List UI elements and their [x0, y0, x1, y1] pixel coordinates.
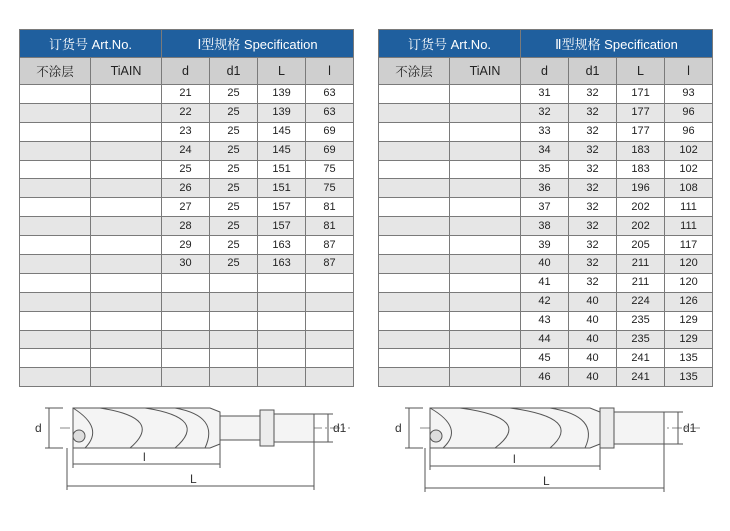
table-row	[379, 85, 713, 104]
dim-label-l: l	[143, 450, 146, 464]
spec-d-cell: 29	[162, 236, 210, 255]
art-no-uncoated-cell	[20, 349, 91, 368]
art-no-tialn-cell	[91, 311, 162, 330]
spec-d-cell: 30	[162, 255, 210, 274]
spec-l-cell: 81	[306, 198, 354, 217]
spec-d1-cell	[210, 311, 258, 330]
table-row	[379, 330, 713, 349]
spec-d1-cell: 32	[569, 179, 617, 198]
art-no-uncoated-cell	[20, 103, 91, 122]
art-no-uncoated-cell	[20, 160, 91, 179]
spec-table-type-2	[378, 29, 713, 387]
spec-l-cell: 81	[306, 217, 354, 236]
spec-l-cell: 117	[665, 236, 713, 255]
spec-L-cell: 202	[617, 217, 665, 236]
column-header-L: L	[258, 58, 306, 85]
art-no-tialn-cell	[91, 255, 162, 274]
spec-d1-cell: 25	[210, 236, 258, 255]
table-row	[379, 198, 713, 217]
art-no-uncoated-cell	[379, 179, 450, 198]
table-row	[379, 160, 713, 179]
art-no-uncoated-cell	[379, 273, 450, 292]
spec-l-cell	[306, 349, 354, 368]
spec-L-cell: 235	[617, 330, 665, 349]
spec-d-cell: 44	[521, 330, 569, 349]
column-header-d1: d1	[569, 58, 617, 85]
spec-d-cell: 33	[521, 122, 569, 141]
art-no-tialn-cell	[450, 236, 521, 255]
spec-d-cell: 26	[162, 179, 210, 198]
art-no-uncoated-cell	[20, 217, 91, 236]
art-no-uncoated-cell	[20, 122, 91, 141]
spec-d1-cell: 32	[569, 141, 617, 160]
table-row	[20, 349, 354, 368]
spec-l-cell: 102	[665, 141, 713, 160]
drill-diagram-type-2	[385, 398, 715, 498]
table-row	[379, 273, 713, 292]
spec-d-cell: 46	[521, 368, 569, 387]
spec-d1-cell: 25	[210, 179, 258, 198]
dim-label-d1: d1	[683, 421, 697, 435]
spec-d-cell: 41	[521, 273, 569, 292]
column-header-uncoated: 不涂层	[379, 58, 450, 85]
table-row	[20, 160, 354, 179]
spec-l-cell	[306, 311, 354, 330]
specification-header: Ⅱ型规格 Specification	[521, 30, 713, 58]
art-no-uncoated-cell	[20, 141, 91, 160]
spec-l-cell: 102	[665, 160, 713, 179]
column-header-d1: d1	[210, 58, 258, 85]
art-no-tialn-cell	[450, 292, 521, 311]
spec-d-cell: 28	[162, 217, 210, 236]
art-no-uncoated-cell	[379, 85, 450, 104]
spec-l-cell	[306, 292, 354, 311]
art-no-tialn-cell	[91, 141, 162, 160]
spec-d-cell: 24	[162, 141, 210, 160]
table-row	[20, 273, 354, 292]
spec-d-cell: 34	[521, 141, 569, 160]
spec-L-cell	[258, 368, 306, 387]
spec-d1-cell: 32	[569, 217, 617, 236]
spec-L-cell: 139	[258, 103, 306, 122]
spec-d-cell: 39	[521, 236, 569, 255]
art-no-tialn-cell	[450, 179, 521, 198]
art-no-uncoated-cell	[20, 273, 91, 292]
spec-d1-cell: 25	[210, 122, 258, 141]
spec-d-cell: 36	[521, 179, 569, 198]
spec-l-cell: 120	[665, 273, 713, 292]
table-row	[379, 103, 713, 122]
spec-d-cell: 32	[521, 103, 569, 122]
art-no-tialn-cell	[91, 217, 162, 236]
spec-L-cell: 235	[617, 311, 665, 330]
table-row	[20, 179, 354, 198]
spec-l-cell: 129	[665, 311, 713, 330]
dim-label-L: L	[543, 474, 550, 488]
table-row	[20, 292, 354, 311]
table-row	[379, 217, 713, 236]
spec-d1-cell: 32	[569, 122, 617, 141]
art-no-tialn-cell	[91, 330, 162, 349]
spec-l-cell: 135	[665, 349, 713, 368]
art-no-tialn-cell	[91, 85, 162, 104]
art-no-tialn-cell	[450, 103, 521, 122]
spec-d-cell	[162, 368, 210, 387]
spec-d-cell: 23	[162, 122, 210, 141]
drill-diagram-type-1	[25, 398, 365, 498]
spec-d-cell: 42	[521, 292, 569, 311]
spec-L-cell	[258, 349, 306, 368]
art-no-uncoated-cell	[20, 368, 91, 387]
spec-d1-cell	[210, 273, 258, 292]
art-no-uncoated-cell	[379, 103, 450, 122]
spec-L-cell: 139	[258, 85, 306, 104]
dim-label-l: l	[513, 452, 516, 466]
dim-label-d: d	[35, 421, 42, 435]
spec-l-cell: 63	[306, 85, 354, 104]
art-no-uncoated-cell	[379, 255, 450, 274]
table-row	[20, 217, 354, 236]
art-no-tialn-cell	[450, 217, 521, 236]
spec-l-cell: 75	[306, 179, 354, 198]
art-no-uncoated-cell	[20, 292, 91, 311]
table-row	[379, 311, 713, 330]
art-no-uncoated-cell	[379, 198, 450, 217]
dim-label-d: d	[395, 421, 402, 435]
column-header-uncoated: 不涂层	[20, 58, 91, 85]
spec-d1-cell	[210, 349, 258, 368]
spec-l-cell	[306, 368, 354, 387]
art-no-tialn-cell	[91, 122, 162, 141]
spec-L-cell	[258, 311, 306, 330]
spec-L-cell: 224	[617, 292, 665, 311]
specification-header: Ⅰ型规格 Specification	[162, 30, 354, 58]
table-row	[20, 141, 354, 160]
art-no-tialn-cell	[91, 368, 162, 387]
art-no-tialn-cell	[450, 273, 521, 292]
art-no-uncoated-cell	[379, 160, 450, 179]
column-header-tialn: TiAIN	[91, 58, 162, 85]
spec-d-cell: 38	[521, 217, 569, 236]
spec-L-cell	[258, 292, 306, 311]
table-row	[379, 368, 713, 387]
art-no-uncoated-cell	[20, 236, 91, 255]
spec-d1-cell: 25	[210, 160, 258, 179]
table-row	[20, 85, 354, 104]
table-row	[20, 368, 354, 387]
art-no-uncoated-cell	[379, 217, 450, 236]
spec-d1-cell	[210, 368, 258, 387]
spec-L-cell: 151	[258, 160, 306, 179]
spec-l-cell: 96	[665, 103, 713, 122]
table-row	[379, 179, 713, 198]
art-no-tialn-cell	[450, 368, 521, 387]
spec-L-cell: 241	[617, 349, 665, 368]
art-no-tialn-cell	[450, 141, 521, 160]
spec-d1-cell: 32	[569, 198, 617, 217]
spec-L-cell: 177	[617, 103, 665, 122]
spec-L-cell: 205	[617, 236, 665, 255]
art-no-uncoated-cell	[379, 330, 450, 349]
table-row	[379, 349, 713, 368]
spec-L-cell: 145	[258, 122, 306, 141]
spec-d-cell	[162, 330, 210, 349]
art-no-uncoated-cell	[20, 330, 91, 349]
spec-l-cell: 75	[306, 160, 354, 179]
spec-d1-cell: 25	[210, 85, 258, 104]
spec-L-cell: 163	[258, 236, 306, 255]
art-no-tialn-cell	[450, 85, 521, 104]
spec-d-cell: 35	[521, 160, 569, 179]
spec-L-cell: 157	[258, 217, 306, 236]
art-no-uncoated-cell	[379, 292, 450, 311]
spec-d1-cell: 40	[569, 368, 617, 387]
spec-d-cell: 31	[521, 85, 569, 104]
spec-l-cell: 111	[665, 198, 713, 217]
spec-L-cell: 151	[258, 179, 306, 198]
spec-L-cell: 163	[258, 255, 306, 274]
spec-L-cell	[258, 330, 306, 349]
art-no-tialn-cell	[450, 122, 521, 141]
art-no-uncoated-cell	[20, 311, 91, 330]
spec-L-cell: 241	[617, 368, 665, 387]
spec-l-cell: 87	[306, 236, 354, 255]
spec-d-cell: 40	[521, 255, 569, 274]
art-no-tialn-cell	[91, 103, 162, 122]
art-no-tialn-cell	[91, 292, 162, 311]
spec-l-cell: 111	[665, 217, 713, 236]
spec-d1-cell: 32	[569, 236, 617, 255]
column-header-tialn: TiAIN	[450, 58, 521, 85]
spec-d-cell	[162, 273, 210, 292]
column-header-L: L	[617, 58, 665, 85]
spec-d1-cell	[210, 292, 258, 311]
dim-label-d1: d1	[333, 421, 347, 435]
art-no-uncoated-cell	[20, 85, 91, 104]
spec-l-cell: 108	[665, 179, 713, 198]
spec-d1-cell: 40	[569, 292, 617, 311]
spec-d-cell: 21	[162, 85, 210, 104]
art-no-tialn-cell	[91, 236, 162, 255]
spec-l-cell	[306, 330, 354, 349]
art-no-uncoated-cell	[20, 198, 91, 217]
spec-L-cell: 157	[258, 198, 306, 217]
spec-L-cell: 183	[617, 141, 665, 160]
spec-table-type-1	[19, 29, 354, 387]
spec-d-cell: 45	[521, 349, 569, 368]
spec-L-cell: 171	[617, 85, 665, 104]
spec-d-cell: 27	[162, 198, 210, 217]
column-header-l: l	[306, 58, 354, 85]
art-no-uncoated-cell	[379, 368, 450, 387]
art-no-uncoated-cell	[20, 255, 91, 274]
spec-d-cell	[162, 349, 210, 368]
spec-l-cell: 126	[665, 292, 713, 311]
spec-l-cell	[306, 273, 354, 292]
spec-l-cell: 93	[665, 85, 713, 104]
spec-l-cell: 69	[306, 141, 354, 160]
art-no-tialn-cell	[450, 198, 521, 217]
art-no-uncoated-cell	[379, 349, 450, 368]
spec-d1-cell: 40	[569, 349, 617, 368]
spec-l-cell: 87	[306, 255, 354, 274]
spec-L-cell: 211	[617, 273, 665, 292]
spec-d1-cell: 25	[210, 103, 258, 122]
spec-l-cell: 129	[665, 330, 713, 349]
spec-d1-cell: 32	[569, 85, 617, 104]
art-no-tialn-cell	[91, 160, 162, 179]
art-no-tialn-cell	[450, 255, 521, 274]
spec-d-cell	[162, 311, 210, 330]
spec-d1-cell: 40	[569, 330, 617, 349]
spec-l-cell: 63	[306, 103, 354, 122]
spec-l-cell: 69	[306, 122, 354, 141]
spec-d-cell: 25	[162, 160, 210, 179]
table-row	[20, 236, 354, 255]
spec-d1-cell: 25	[210, 141, 258, 160]
art-no-tialn-cell	[450, 160, 521, 179]
art-no-tialn-cell	[91, 198, 162, 217]
spec-d-cell: 43	[521, 311, 569, 330]
spec-d-cell: 22	[162, 103, 210, 122]
spec-l-cell: 96	[665, 122, 713, 141]
spec-l-cell: 120	[665, 255, 713, 274]
art-no-header: 订货号 Art.No.	[379, 30, 521, 58]
table-row	[379, 141, 713, 160]
spec-L-cell: 196	[617, 179, 665, 198]
spec-L-cell: 183	[617, 160, 665, 179]
column-header-d: d	[162, 58, 210, 85]
spec-L-cell: 177	[617, 122, 665, 141]
art-no-uncoated-cell	[379, 141, 450, 160]
column-header-l: l	[665, 58, 713, 85]
spec-d1-cell: 25	[210, 198, 258, 217]
spec-L-cell	[258, 273, 306, 292]
art-no-uncoated-cell	[379, 236, 450, 255]
spec-d1-cell: 40	[569, 311, 617, 330]
table-row	[20, 311, 354, 330]
spec-L-cell: 145	[258, 141, 306, 160]
spec-l-cell: 135	[665, 368, 713, 387]
spec-d1-cell: 32	[569, 255, 617, 274]
table-row	[20, 103, 354, 122]
art-no-tialn-cell	[91, 179, 162, 198]
spec-d-cell: 37	[521, 198, 569, 217]
spec-L-cell: 202	[617, 198, 665, 217]
art-no-header: 订货号 Art.No.	[20, 30, 162, 58]
spec-L-cell: 211	[617, 255, 665, 274]
column-header-d: d	[521, 58, 569, 85]
art-no-uncoated-cell	[20, 179, 91, 198]
spec-d1-cell: 32	[569, 160, 617, 179]
spec-d1-cell: 25	[210, 217, 258, 236]
spec-d-cell	[162, 292, 210, 311]
table-row	[379, 122, 713, 141]
spec-d1-cell	[210, 330, 258, 349]
art-no-uncoated-cell	[379, 122, 450, 141]
art-no-uncoated-cell	[379, 311, 450, 330]
dim-label-L: L	[190, 472, 197, 486]
spec-d1-cell: 32	[569, 273, 617, 292]
table-row	[379, 292, 713, 311]
spec-d1-cell: 25	[210, 255, 258, 274]
table-row	[379, 255, 713, 274]
spec-d1-cell: 32	[569, 103, 617, 122]
art-no-tialn-cell	[91, 349, 162, 368]
table-row	[20, 122, 354, 141]
table-row	[379, 236, 713, 255]
table-row	[20, 255, 354, 274]
table-row	[20, 330, 354, 349]
art-no-tialn-cell	[450, 311, 521, 330]
art-no-tialn-cell	[450, 349, 521, 368]
art-no-tialn-cell	[450, 330, 521, 349]
art-no-tialn-cell	[91, 273, 162, 292]
table-row	[20, 198, 354, 217]
